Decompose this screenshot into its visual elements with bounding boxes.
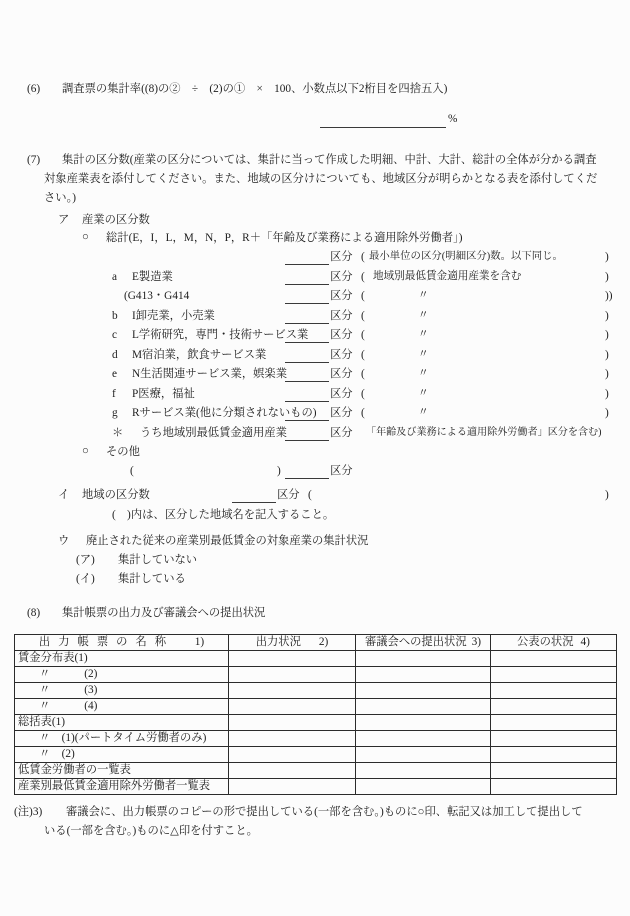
publication-status-cell[interactable] bbox=[491, 763, 617, 779]
section-8-title: 集計帳票の出力及び審議会への提出状況 bbox=[62, 607, 266, 619]
form-name-cell: 〃 (2) bbox=[15, 667, 229, 683]
form-name-cell: 総括表(1) bbox=[15, 715, 229, 731]
total-note-text: 最小単位の区分(明細区分)数。以下同じ。 bbox=[369, 251, 563, 262]
industry-unit-label: 区分 bbox=[330, 271, 353, 283]
industry-count-input-rule[interactable] bbox=[285, 420, 329, 421]
publication-status-cell[interactable] bbox=[491, 715, 617, 731]
output-status-cell[interactable] bbox=[229, 747, 356, 763]
industry-note-close-paren: ) bbox=[605, 368, 609, 380]
item-a-label: 産業の区分数 bbox=[82, 214, 150, 226]
column-header-submission-status bbox=[356, 635, 491, 651]
column-header-output-status bbox=[229, 635, 356, 651]
section-8-number: (8) bbox=[27, 607, 41, 619]
industry-row-letter: c bbox=[112, 329, 118, 341]
output-status-cell[interactable] bbox=[229, 699, 356, 715]
industry-note-open-paren: ( bbox=[361, 388, 365, 400]
section-7-number: (7) bbox=[27, 154, 41, 166]
industry-note-ditto: 〃 bbox=[418, 349, 429, 360]
industry-note-close-paren: ) bbox=[605, 388, 609, 400]
industry-note-ditto: 〃 bbox=[418, 290, 429, 301]
industry-note-ditto: 〃 bbox=[418, 407, 429, 418]
industry-row-label: N生活関連サービス業，娯楽業 bbox=[132, 368, 288, 380]
publication-status-cell[interactable] bbox=[491, 779, 617, 795]
total-note-close-paren: ) bbox=[605, 251, 609, 263]
section-6-title: 調査票の集計率((8)の② ÷ (2)の① × 100、小数点以下2桁目を四捨五入) bbox=[62, 83, 448, 95]
submission-status-cell[interactable] bbox=[356, 763, 491, 779]
item-u-label: 廃止された従来の産業別最低賃金の対象産業の集計状況 bbox=[86, 535, 369, 547]
submission-status-cell[interactable] bbox=[356, 731, 491, 747]
total-unit-label: 区分 bbox=[330, 251, 353, 263]
item-a-marker: ア bbox=[58, 214, 70, 226]
output-status-cell[interactable] bbox=[229, 667, 356, 683]
industry-unit-label: 区分 bbox=[330, 349, 353, 361]
table-row bbox=[15, 699, 617, 715]
industry-note-close-paren: )) bbox=[605, 290, 613, 302]
other-unit-label: 区分 bbox=[330, 465, 353, 477]
output-status-cell[interactable] bbox=[229, 715, 356, 731]
other-paren-close: ) bbox=[277, 465, 281, 477]
aggregation-rate-input-rule[interactable] bbox=[320, 127, 446, 128]
column-header-form-name-sup: 1) bbox=[194, 635, 205, 648]
other-paren-open: ( bbox=[130, 465, 134, 477]
region-paren-close: ) bbox=[605, 489, 609, 501]
item-i-note: ( )内は、区分した地域名を記入すること。 bbox=[112, 509, 335, 521]
table-row bbox=[15, 651, 617, 667]
section-7-title-line-3: さい。) bbox=[44, 192, 77, 204]
footnote-line-1: 審議会に、出力帳票のコピーの形で提出している(一部を含む。)ものに○印、転記又は加工して提出して bbox=[66, 806, 583, 818]
form-name-cell: 〃 (1)(パートタイム労働者のみ) bbox=[15, 731, 229, 747]
column-header-output-status-sup: 2) bbox=[318, 635, 329, 648]
industry-row-letter: d bbox=[112, 349, 118, 361]
total-count-input-rule[interactable] bbox=[285, 264, 329, 265]
section-7-title-line-1: 集計の区分数(産業の区分については、集計に当って作成した明細、中計、大計、総計の全体が分かる調査 bbox=[62, 154, 597, 166]
submission-status-cell[interactable] bbox=[356, 715, 491, 731]
form-name-cell: 〃 (2) bbox=[15, 747, 229, 763]
column-header-submission-status-sup: 3) bbox=[471, 635, 482, 648]
industry-note-text: 地域別最低賃金適用産業を含む bbox=[373, 271, 522, 282]
industry-note-ditto: 〃 bbox=[418, 329, 429, 340]
submission-status-cell[interactable] bbox=[356, 747, 491, 763]
table-row bbox=[15, 667, 617, 683]
industry-row-letter: e bbox=[112, 368, 118, 380]
submission-status-cell[interactable] bbox=[356, 651, 491, 667]
industry-unit-label: 区分 bbox=[330, 310, 353, 322]
industry-note-open-paren: ( bbox=[361, 290, 365, 302]
table-header-row bbox=[15, 635, 617, 651]
table-row bbox=[15, 763, 617, 779]
total-note-open-paren: ( bbox=[361, 251, 365, 263]
table-row bbox=[15, 715, 617, 731]
item-i-label: 地域の区分数 bbox=[82, 489, 150, 501]
industry-note-open-paren: ( bbox=[361, 329, 365, 341]
total-bullet-icon: ○ bbox=[82, 231, 89, 243]
industry-unit-label: 区分 bbox=[330, 290, 353, 302]
table-row bbox=[15, 683, 617, 699]
output-status-cell[interactable] bbox=[229, 763, 356, 779]
column-header-publication-status bbox=[491, 635, 617, 651]
industry-note-open-paren: ( bbox=[361, 271, 365, 283]
industry-row-label: (G413・G414 bbox=[124, 290, 190, 302]
table-row bbox=[15, 747, 617, 763]
item-u-marker: ウ bbox=[58, 535, 70, 547]
form-name-cell: 低賃金労働者の一覧表 bbox=[15, 763, 229, 779]
submission-status-cell[interactable] bbox=[356, 683, 491, 699]
column-header-form-name-label: 出 力 帳 票 の 名 称 bbox=[38, 635, 169, 648]
output-status-cell[interactable] bbox=[229, 779, 356, 795]
item-u-option-label-b[interactable]: 集計している bbox=[118, 573, 186, 585]
industry-note-close-paren: ) bbox=[605, 310, 609, 322]
output-status-cell[interactable] bbox=[229, 683, 356, 699]
column-header-form-name bbox=[15, 635, 229, 651]
footnote-marker: (注)3) bbox=[14, 806, 43, 818]
publication-status-cell[interactable] bbox=[491, 699, 617, 715]
submission-status-cell[interactable] bbox=[356, 779, 491, 795]
other-label: その他 bbox=[106, 446, 140, 458]
region-count-input-rule[interactable] bbox=[232, 502, 276, 503]
form-name-cell: 〃 (4) bbox=[15, 699, 229, 715]
item-u-option-label-a[interactable]: 集計していない bbox=[118, 554, 198, 566]
industry-row-label: I卸売業，小売業 bbox=[132, 310, 215, 322]
output-forms-table bbox=[14, 634, 617, 795]
submission-status-cell[interactable] bbox=[356, 667, 491, 683]
industry-note-open-paren: ( bbox=[361, 407, 365, 419]
industry-note-ditto: 〃 bbox=[418, 310, 429, 321]
industry-row-letter: f bbox=[112, 388, 116, 400]
item-u-option-marker-b[interactable]: (イ) bbox=[76, 573, 95, 585]
industry-note-open-paren: ( bbox=[361, 349, 365, 361]
industry-note-close-paren: ) bbox=[605, 329, 609, 341]
industry-unit-label: 区分 bbox=[330, 388, 353, 400]
column-header-publication-status-label: 公表の状況 bbox=[517, 635, 574, 648]
publication-status-cell[interactable] bbox=[491, 651, 617, 667]
form-name-cell: 賃金分布表(1) bbox=[15, 651, 229, 667]
total-label: 総計(E，I，L，M，N，P，R＋「年齢及び業務による適用除外労働者」) bbox=[106, 232, 463, 244]
publication-status-cell[interactable] bbox=[491, 683, 617, 699]
industry-sub-note-text: 「年齢及び業務による適用除外労働者」区分を含む) bbox=[366, 427, 602, 438]
industry-count-input-rule[interactable] bbox=[285, 342, 329, 343]
industry-note-open-paren: ( bbox=[361, 310, 365, 322]
column-header-publication-status-sup: 4) bbox=[580, 635, 590, 648]
industry-sub-unit-label: 区分 bbox=[330, 427, 353, 439]
industry-count-input-rule[interactable] bbox=[285, 303, 329, 304]
output-status-cell[interactable] bbox=[229, 651, 356, 667]
region-paren-open: ( bbox=[308, 489, 312, 501]
industry-row-label: P医療，福祉 bbox=[132, 388, 195, 400]
industry-note-ditto: 〃 bbox=[418, 368, 429, 379]
industry-count-input-rule[interactable] bbox=[285, 362, 329, 363]
publication-status-cell[interactable] bbox=[491, 731, 617, 747]
industry-note-ditto: 〃 bbox=[418, 388, 429, 399]
industry-row-letter: b bbox=[112, 310, 118, 322]
column-header-submission-status-label: 審議会への提出状況 bbox=[364, 635, 467, 648]
industry-row-letter: g bbox=[112, 407, 118, 419]
industry-sub-label: うち地域別最低賃金適用産業 bbox=[140, 427, 287, 439]
industry-row-label: E製造業 bbox=[132, 271, 173, 283]
publication-status-cell[interactable] bbox=[491, 747, 617, 763]
industry-unit-label: 区分 bbox=[330, 407, 353, 419]
industry-row-letter: a bbox=[112, 271, 118, 283]
region-unit-label: 区分 bbox=[277, 489, 300, 501]
section-7-title-line-2: 対象産業表を添付してください。また、地域の区分けについても、地域区分が明らかとなる表を添付してくだ bbox=[44, 173, 598, 185]
percent-unit-label: % bbox=[448, 113, 458, 125]
industry-sub-count-input-rule[interactable] bbox=[285, 440, 329, 441]
other-count-input-rule[interactable] bbox=[285, 478, 329, 479]
industry-count-input-rule[interactable] bbox=[285, 381, 329, 382]
industry-note-open-paren: ( bbox=[361, 368, 365, 380]
section-6-number: (6) bbox=[27, 83, 41, 95]
industry-note-close-paren: ) bbox=[605, 271, 609, 283]
industry-note-close-paren: ) bbox=[605, 407, 609, 419]
industry-row-label: M宿泊業，飲食サービス業 bbox=[132, 349, 267, 361]
submission-status-cell[interactable] bbox=[356, 699, 491, 715]
footnote-line-2: いる(一部を含む。)ものに△印を付すこと。 bbox=[44, 825, 258, 837]
industry-row-label: Rサービス業(他に分類されないもの) bbox=[132, 407, 317, 419]
industry-note-close-paren: ) bbox=[605, 349, 609, 361]
industry-count-input-rule[interactable] bbox=[285, 323, 329, 324]
table-row bbox=[15, 731, 617, 747]
industry-row-label: L学術研究，専門・技術サービス業 bbox=[132, 329, 309, 341]
publication-status-cell[interactable] bbox=[491, 667, 617, 683]
output-status-cell[interactable] bbox=[229, 731, 356, 747]
column-header-output-status-label: 出力状況 bbox=[255, 635, 301, 648]
form-name-cell: 産業別最低賃金適用除外労働者一覧表 bbox=[15, 779, 229, 795]
form-name-cell: 〃 (3) bbox=[15, 683, 229, 699]
industry-unit-label: 区分 bbox=[330, 329, 353, 341]
industry-sub-marker: ＊ bbox=[112, 427, 124, 439]
item-i-marker: イ bbox=[58, 489, 70, 501]
industry-count-input-rule[interactable] bbox=[285, 401, 329, 402]
other-bullet-icon: ○ bbox=[82, 445, 89, 457]
industry-unit-label: 区分 bbox=[330, 368, 353, 380]
industry-count-input-rule[interactable] bbox=[285, 284, 329, 285]
table-row bbox=[15, 779, 617, 795]
item-u-option-marker-a[interactable]: (ア) bbox=[76, 554, 95, 566]
